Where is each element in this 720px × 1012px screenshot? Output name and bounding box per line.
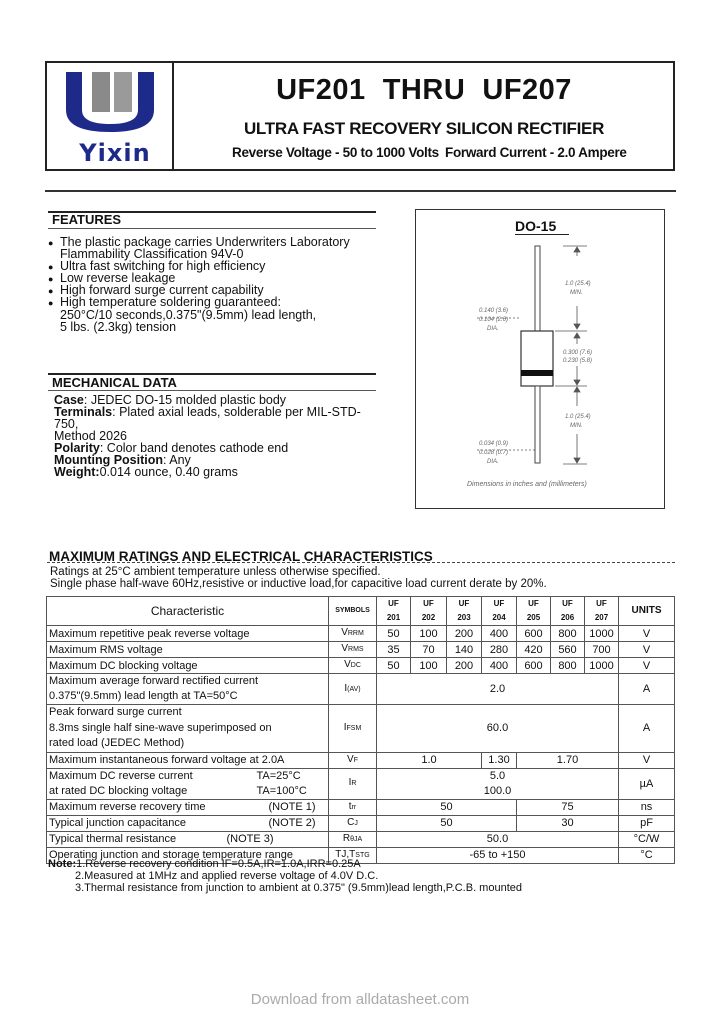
row-unit: V xyxy=(619,626,675,642)
col-part: UF 203 xyxy=(447,597,482,626)
row-unit: A xyxy=(619,705,675,753)
row-symbol: RθJA xyxy=(329,831,377,847)
row-label: Peak forward surge current 8.3ms single half sine-wave superimposed on rated load (JEDEC Method) xyxy=(47,705,329,753)
logo-text: Yixin xyxy=(79,139,151,167)
dim-wire-2: 0.028 (0.7) xyxy=(479,450,509,456)
cell: 1000 xyxy=(585,626,619,642)
col-part: UF 202 xyxy=(411,597,447,626)
row-unit: µA xyxy=(619,768,675,799)
table-header-row xyxy=(47,597,675,626)
bullet-icon: ● xyxy=(48,286,54,296)
list-item: ● Low reverse leakage xyxy=(48,271,176,285)
table-row xyxy=(47,674,675,705)
row-unit: V xyxy=(619,642,675,658)
list-item: ● Ultra fast switching for high efficiency xyxy=(48,259,266,273)
list-item: ● High forward surge current capability xyxy=(48,283,264,297)
col-units: UNITS xyxy=(619,597,675,626)
header-rule xyxy=(45,190,676,192)
features-rule-top xyxy=(48,211,376,213)
cell: 2.0 xyxy=(377,674,619,705)
cell: 420 xyxy=(517,642,551,658)
cell: 200 xyxy=(447,626,482,642)
package-name: DO-15 xyxy=(515,218,557,234)
mech-terminals-2: Method 2026 xyxy=(54,429,127,443)
row-label: Maximum instantaneous forward voltage at 2.0A xyxy=(47,752,329,768)
cell: 1000 xyxy=(585,658,619,674)
row-label: Maximum reverse recovery time (NOTE 1) xyxy=(47,799,329,815)
features-rule-bottom xyxy=(48,228,376,229)
col-symbols: SYMBOLS xyxy=(329,597,377,626)
cell: 600 xyxy=(517,658,551,674)
notes xyxy=(48,858,522,894)
row-label: Maximum RMS voltage xyxy=(47,642,329,658)
mech-mounting: Mounting Position: Any xyxy=(54,453,191,467)
bullet-icon: ● xyxy=(48,262,54,272)
row-label: Operating junction and storage temperature range xyxy=(47,847,329,863)
cell: 50 xyxy=(377,626,411,642)
list-item: ● High temperature soldering guaranteed: xyxy=(48,295,281,309)
bottom-lead xyxy=(535,386,540,463)
cell: 5.0 100.0 xyxy=(377,768,619,799)
cell: 50 xyxy=(377,658,411,674)
cell: 100 xyxy=(411,658,447,674)
dim-body-len-2: 0.230 (5.8) xyxy=(563,358,593,364)
features-list xyxy=(48,235,380,334)
table-row xyxy=(47,705,675,753)
note-1: 1.Reverse recovery condition IF=0.5A,IR=1.0A,IRR=0.25A xyxy=(76,858,361,870)
list-item: Flammability Classification 94V-0 xyxy=(60,247,244,261)
row-unit: V xyxy=(619,752,675,768)
row-unit: V xyxy=(619,658,675,674)
note-2: 2.Measured at 1MHz and applied reverse voltage of 4.0V D.C. xyxy=(75,870,379,882)
note-3: 3.Thermal resistance from junction to ambient at 0.375" (9.5mm)lead length,P.C.B. mounted xyxy=(75,882,522,894)
cell: 30 xyxy=(517,815,619,831)
table-row xyxy=(47,642,675,658)
dim-wire: 0.034 (0.9) xyxy=(479,441,509,447)
cell: 100 xyxy=(411,626,447,642)
top-lead xyxy=(535,246,540,331)
cell: 600 xyxy=(517,626,551,642)
row-unit: ns xyxy=(619,799,675,815)
notes-label: Note: xyxy=(48,858,77,870)
mech-rule-bottom xyxy=(48,390,376,391)
row-unit: A xyxy=(619,674,675,705)
cell: 75 xyxy=(517,799,619,815)
cell: 1.0 xyxy=(377,752,482,768)
row-symbol: VDC xyxy=(329,658,377,674)
package-caption: Dimensions in inches and (millimeters) xyxy=(467,481,587,488)
page-subtitle: ULTRA FAST RECOVERY SILICON RECTIFIER xyxy=(243,119,605,138)
col-characteristic: Characteristic xyxy=(47,597,329,626)
cell: 560 xyxy=(551,642,585,658)
cell: 140 xyxy=(447,642,482,658)
dim-top-lead-min: MIN. xyxy=(570,290,583,296)
logo-mark-icon xyxy=(58,66,162,138)
cell: 70 xyxy=(411,642,447,658)
row-symbol: VRRM xyxy=(329,626,377,642)
col-part: UF 205 xyxy=(517,597,551,626)
cell: 700 xyxy=(585,642,619,658)
row-symbol: I(AV) xyxy=(329,674,377,705)
mech-terminals: Terminals: Plated axial leads, solderable per MIL-STD-750, xyxy=(54,405,361,431)
cell: 50.0 xyxy=(377,831,619,847)
reverse-voltage: Reverse Voltage - 50 to 1000 Volts xyxy=(232,145,439,160)
page-title: UF201 THRU UF207 xyxy=(276,74,572,106)
list-item: ● The plastic package carries Underwriters Laboratory xyxy=(48,235,350,249)
table-row xyxy=(47,768,675,799)
ratings-rule xyxy=(47,562,675,563)
mech-weight: Weight:0.014 ounce, 0.40 grams xyxy=(54,465,238,479)
table-row xyxy=(47,799,675,815)
table-row xyxy=(47,626,675,642)
diode-body xyxy=(521,331,553,386)
dim-bot-lead: 1.0 (25.4) xyxy=(565,414,591,420)
table-row xyxy=(47,815,675,831)
row-symbol: IR xyxy=(329,768,377,799)
col-part: UF 201 xyxy=(377,597,411,626)
row-label: Typical thermal resistance (NOTE 3) xyxy=(47,831,329,847)
dim-wire-label: DIA. xyxy=(487,459,499,465)
features-heading: FEATURES xyxy=(52,212,122,227)
package-drawing xyxy=(415,238,665,473)
dim-lead-dia: 0.140 (3.6) xyxy=(479,308,509,314)
col-part: UF 204 xyxy=(482,597,517,626)
list-item: 250°C/10 seconds,0.375"(9.5mm) lead length, xyxy=(60,308,317,322)
row-unit: °C xyxy=(619,847,675,863)
table-row xyxy=(47,831,675,847)
cell: 200 xyxy=(447,658,482,674)
dim-top-lead: 1.0 (25.4) xyxy=(565,281,591,287)
bullet-icon: ● xyxy=(48,238,54,248)
ratings-table xyxy=(46,596,675,864)
bullet-icon: ● xyxy=(48,298,54,308)
mech-heading: MECHANICAL DATA xyxy=(52,375,177,390)
cell: 1.30 xyxy=(482,752,517,768)
row-unit: pF xyxy=(619,815,675,831)
cell: 400 xyxy=(482,626,517,642)
row-label: Maximum repetitive peak reverse voltage xyxy=(47,626,329,642)
cell: 35 xyxy=(377,642,411,658)
cell: 1.70 xyxy=(517,752,619,768)
ratings-note-2: Single phase half-wave 60Hz,resistive or inductive load,for capacitive load current derate by 20%. xyxy=(50,578,547,590)
row-unit: °C/W xyxy=(619,831,675,847)
dim-body-len: 0.300 (7.6) xyxy=(563,350,593,356)
row-symbol: VRMS xyxy=(329,642,377,658)
row-label: Maximum average forward rectified current 0.375"(9.5mm) lead length at TA=50°C xyxy=(47,674,329,705)
cell: 400 xyxy=(482,658,517,674)
col-part: UF 206 xyxy=(551,597,585,626)
ratings-heading: MAXIMUM RATINGS AND ELECTRICAL CHARACTERISTICS xyxy=(49,549,433,564)
dim-bot-lead-min: MIN. xyxy=(570,423,583,429)
table-row xyxy=(47,658,675,674)
row-symbol: IFSM xyxy=(329,705,377,753)
forward-current: Forward Current - 2.0 Ampere xyxy=(445,145,627,160)
mech-polarity: Polarity: Color band denotes cathode end xyxy=(54,441,289,455)
row-label: Maximum DC reverse current TA=25°C at rated DC blocking voltage TA=100°C xyxy=(47,768,329,799)
package-name-underline xyxy=(515,234,569,235)
cell: 800 xyxy=(551,658,585,674)
row-symbol: CJ xyxy=(329,815,377,831)
cell: 800 xyxy=(551,626,585,642)
dim-lead-dia-2: 0.104 (2.6) xyxy=(479,317,509,323)
row-symbol: VF xyxy=(329,752,377,768)
row-symbol: TJ,TSTG xyxy=(329,847,377,863)
list-item: 5 lbs. (2.3kg) tension xyxy=(60,320,177,334)
cell: -65 to +150 xyxy=(377,847,619,863)
col-part: UF 207 xyxy=(585,597,619,626)
dim-lead-dia-label: DIA. xyxy=(487,326,499,332)
cell: 60.0 xyxy=(377,705,619,753)
table-row xyxy=(47,752,675,768)
row-label: Typical junction capacitance (NOTE 2) xyxy=(47,815,329,831)
cell: 280 xyxy=(482,642,517,658)
ratings-note-1: Ratings at 25°C ambient temperature unless otherwise specified. xyxy=(50,566,381,578)
row-symbol: trr xyxy=(329,799,377,815)
footer-watermark[interactable]: Download from alldatasheet.com xyxy=(250,991,470,1008)
mech-list xyxy=(54,394,384,478)
bullet-icon: ● xyxy=(48,274,54,284)
row-label: Maximum DC blocking voltage xyxy=(47,658,329,674)
cell: 50 xyxy=(377,799,517,815)
cell: 50 xyxy=(377,815,517,831)
mech-case: Case: JEDEC DO-15 molded plastic body xyxy=(54,393,287,407)
cathode-band xyxy=(521,370,553,376)
